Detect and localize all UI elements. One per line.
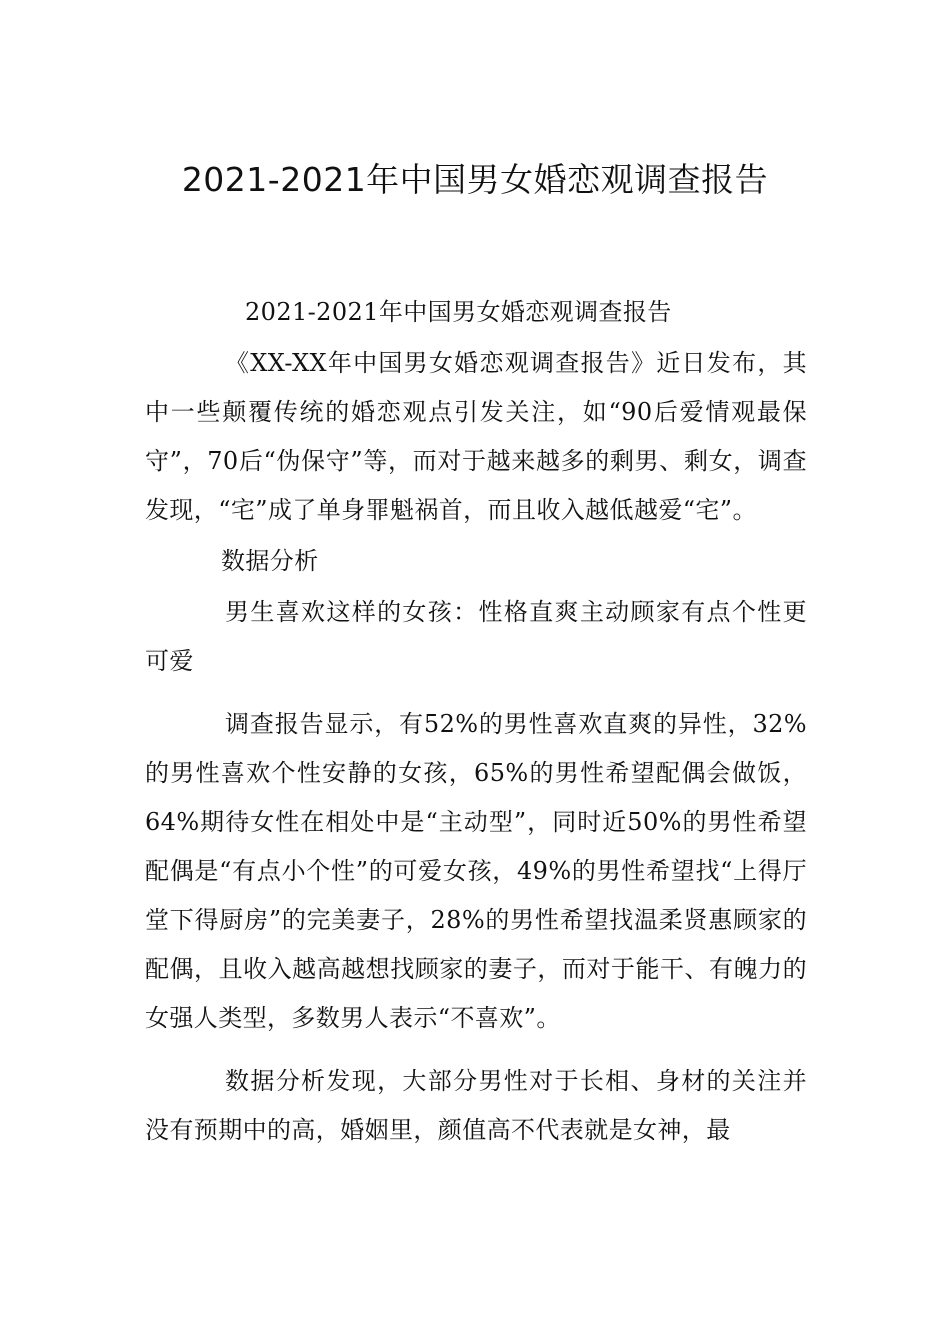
body-subtitle: 2021-2021年中国男女婚恋观调查报告 <box>245 298 672 326</box>
document-body <box>145 288 807 1155</box>
subsection-heading: 男生喜欢这样的女孩：性格直爽主动顾家有点个性更可爱 <box>145 598 807 675</box>
analysis-paragraph: 数据分析发现，大部分男性对于长相、身材的关注并没有预期中的高，婚姻里，颜值高不代表就是女神，最 <box>145 1067 807 1144</box>
survey-results-paragraph: 调查报告显示，有52%的男性喜欢直爽的异性，32%的男性喜欢个性安静的女孩，65%的男性希望配偶会做饭，64%期待女性在相处中是“主动型”，同时近50%的男性希望配偶是“有点小个性”的可爱女孩，49%的男性希望找“上得厅堂下得厨房”的完美妻子，28%的男性希望找温柔贤惠顾家的配偶，且收入越高越想找顾家的妻子，而对于能干、有魄力的女强人类型，多数男人表示“不喜欢”。 <box>145 710 807 1032</box>
document-title: 2021-2021年中国男女婚恋观调查报告 <box>181 160 769 199</box>
section-heading-data-analysis: 数据分析 <box>221 547 319 575</box>
intro-paragraph: 《XX-XX年中国男女婚恋观调查报告》近日发布，其中一些颠覆传统的婚恋观点引发关注，如“90后爱情观最保守”，70后“伪保守”等，而对于越来越多的剩男、剩女，调查发现，“宅”成了单身罪魁祸首，而且收入越低越爱“宅”。 <box>145 349 807 524</box>
